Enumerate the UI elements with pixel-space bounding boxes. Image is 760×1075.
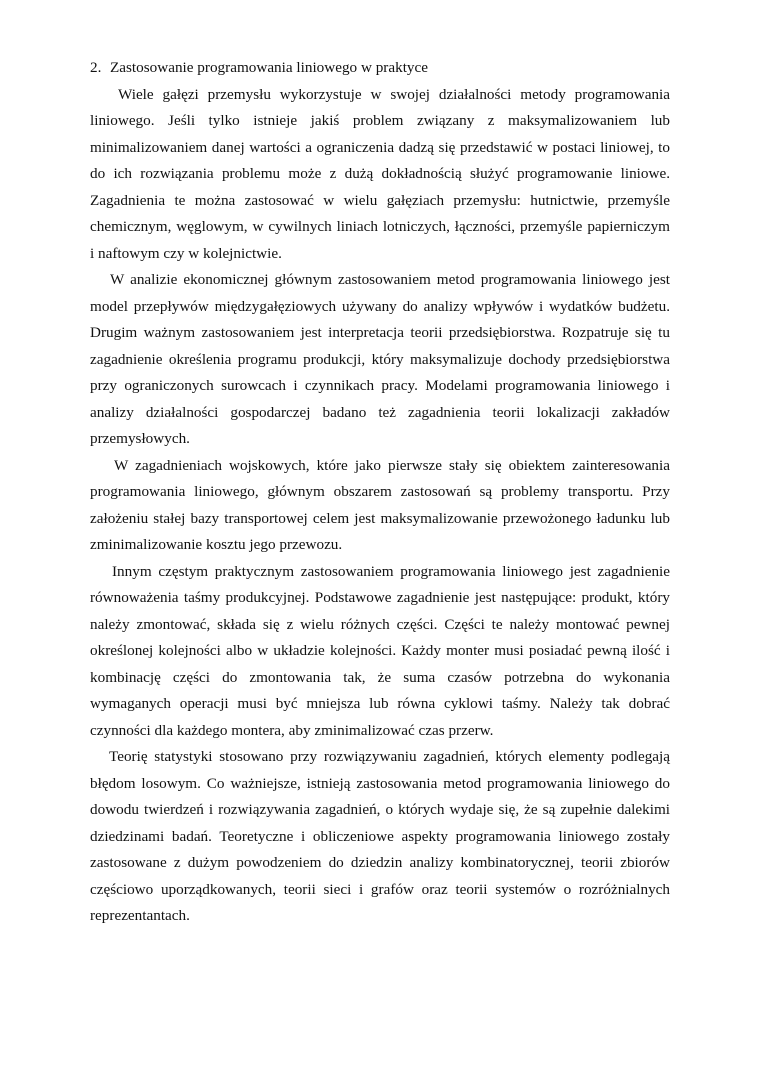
text-line: wymaganych operacji musi być mniejsza lub równa cyklowi taśmy. Należy tak dobrać [90, 695, 670, 712]
text-line: błędom losowym. Co ważniejsze, istnieją zastosowania metod programowania liniowego do [90, 774, 670, 792]
text-line: W zagadnieniach wojskowych, które jako pierwsze stały się obiektem zainteresowania [114, 456, 670, 474]
text-line: dziedzinami badań. Teoretyczne i obliczeniowe aspekty programowania liniowego zostały [90, 827, 670, 845]
section-title: Zastosowanie programowania liniowego w praktyce [110, 59, 428, 76]
paragraph-1 [90, 82, 670, 268]
text-line: reprezentantach. [90, 907, 190, 924]
text-line: równoważenia taśmy produkcyjnej. Podstawowe zagadnienie jest następujące: produkt, który [90, 589, 670, 606]
paragraph-4 [90, 559, 670, 745]
text-line: przy ograniczonych surowcach i czynnikach pracy. Modelami programowania liniowego i [90, 377, 670, 394]
text-line: zminimalizowanie kosztu jego przewozu. [90, 536, 343, 553]
text-line: Teorię statystyki stosowano przy rozwiązywaniu zagadnień, których elementy podlegają [109, 748, 670, 765]
text-line: czynności dla każdego montera, aby zminimalizować czas przerw. [90, 721, 494, 739]
text-line: chemicznym, węglowym, w cywilnych liniach lotniczych, łączności, przemyśle papierniczym [90, 218, 670, 235]
document-body [90, 55, 670, 930]
text-line: częściowo uporządkowanych, teorii sieci i grafów oraz teorii systemów o rozróżnialnych [90, 880, 670, 898]
text-line: liniowego. Jeśli tylko istnieje jakiś problem związany z maksymalizowaniem lub [90, 112, 670, 129]
text-line: Wiele gałęzi przemysłu wykorzystuje w swojej działalności metody programowania [118, 85, 670, 103]
paragraph-5 [90, 744, 670, 930]
text-line: do ich rozwiązania problemu może z dużą dokładnością służyć programowanie liniowe. [90, 165, 670, 182]
text-line: określonej kolejności albo w układzie kolejności. Każdy monter musi posiadać pewną ilość i [90, 642, 670, 659]
text-line: W analizie ekonomicznej głównym zastosowaniem metod programowania liniowego jest [110, 271, 670, 288]
text-line: zastosowane z dużym powodzeniem do dziedzin analizy kombinatorycznej, teorii zbiorów [90, 854, 670, 871]
text-line: dowodu twierdzeń i rozwiązywania zagadnień, o których wydaje się, że są zupełnie dalekimi [90, 801, 670, 818]
text-line: kombinację części do zmontowania tak, że suma czasów potrzebna do wykonania [90, 668, 670, 686]
text-line: Innym częstym praktycznym zastosowaniem programowania liniowego jest zagadnienie [112, 562, 670, 580]
text-line: i naftowym czy w kolejnictwie. [90, 244, 282, 262]
text-line: Drugim ważnym zastosowaniem jest interpretacja teorii przedsiębiorstwa. Rozpatruje się tu [90, 324, 670, 341]
section-heading [90, 55, 670, 82]
paragraph-3 [90, 453, 670, 559]
text-line: Zagadnienia te można zastosować w wielu gałęziach przemysłu: hutnictwie, przemyśle [90, 191, 670, 209]
text-line: zagadnienie określenia programu produkcji, który maksymalizuje dochody przedsiębiorstwa [90, 350, 670, 368]
text-line: analizy działalności gospodarczej badano też zagadnienia teorii lokalizacji zakładów [90, 403, 670, 421]
text-line: założeniu stałej bazy transportowej celem jest maksymalizowanie przewożonego ładunku lub [90, 509, 670, 527]
paragraph-2 [90, 267, 670, 453]
text-line: minimalizowaniem danej wartości a ograniczenia dadzą się przedstawić w postaci liniowej, to [90, 138, 670, 156]
section-number: 2. [90, 59, 102, 76]
text-line: należy zmontować, składa się z wielu różnych części. Części te należy montować pewnej [90, 615, 670, 633]
text-line: przemysłowych. [90, 430, 190, 447]
text-line: model przepływów międzygałęziowych używany do analizy wpływów i wydatków budżetu. [90, 297, 670, 315]
text-line: programowania liniowego, głównym obszarem zastosowań są problemy transportu. Przy [90, 483, 670, 500]
